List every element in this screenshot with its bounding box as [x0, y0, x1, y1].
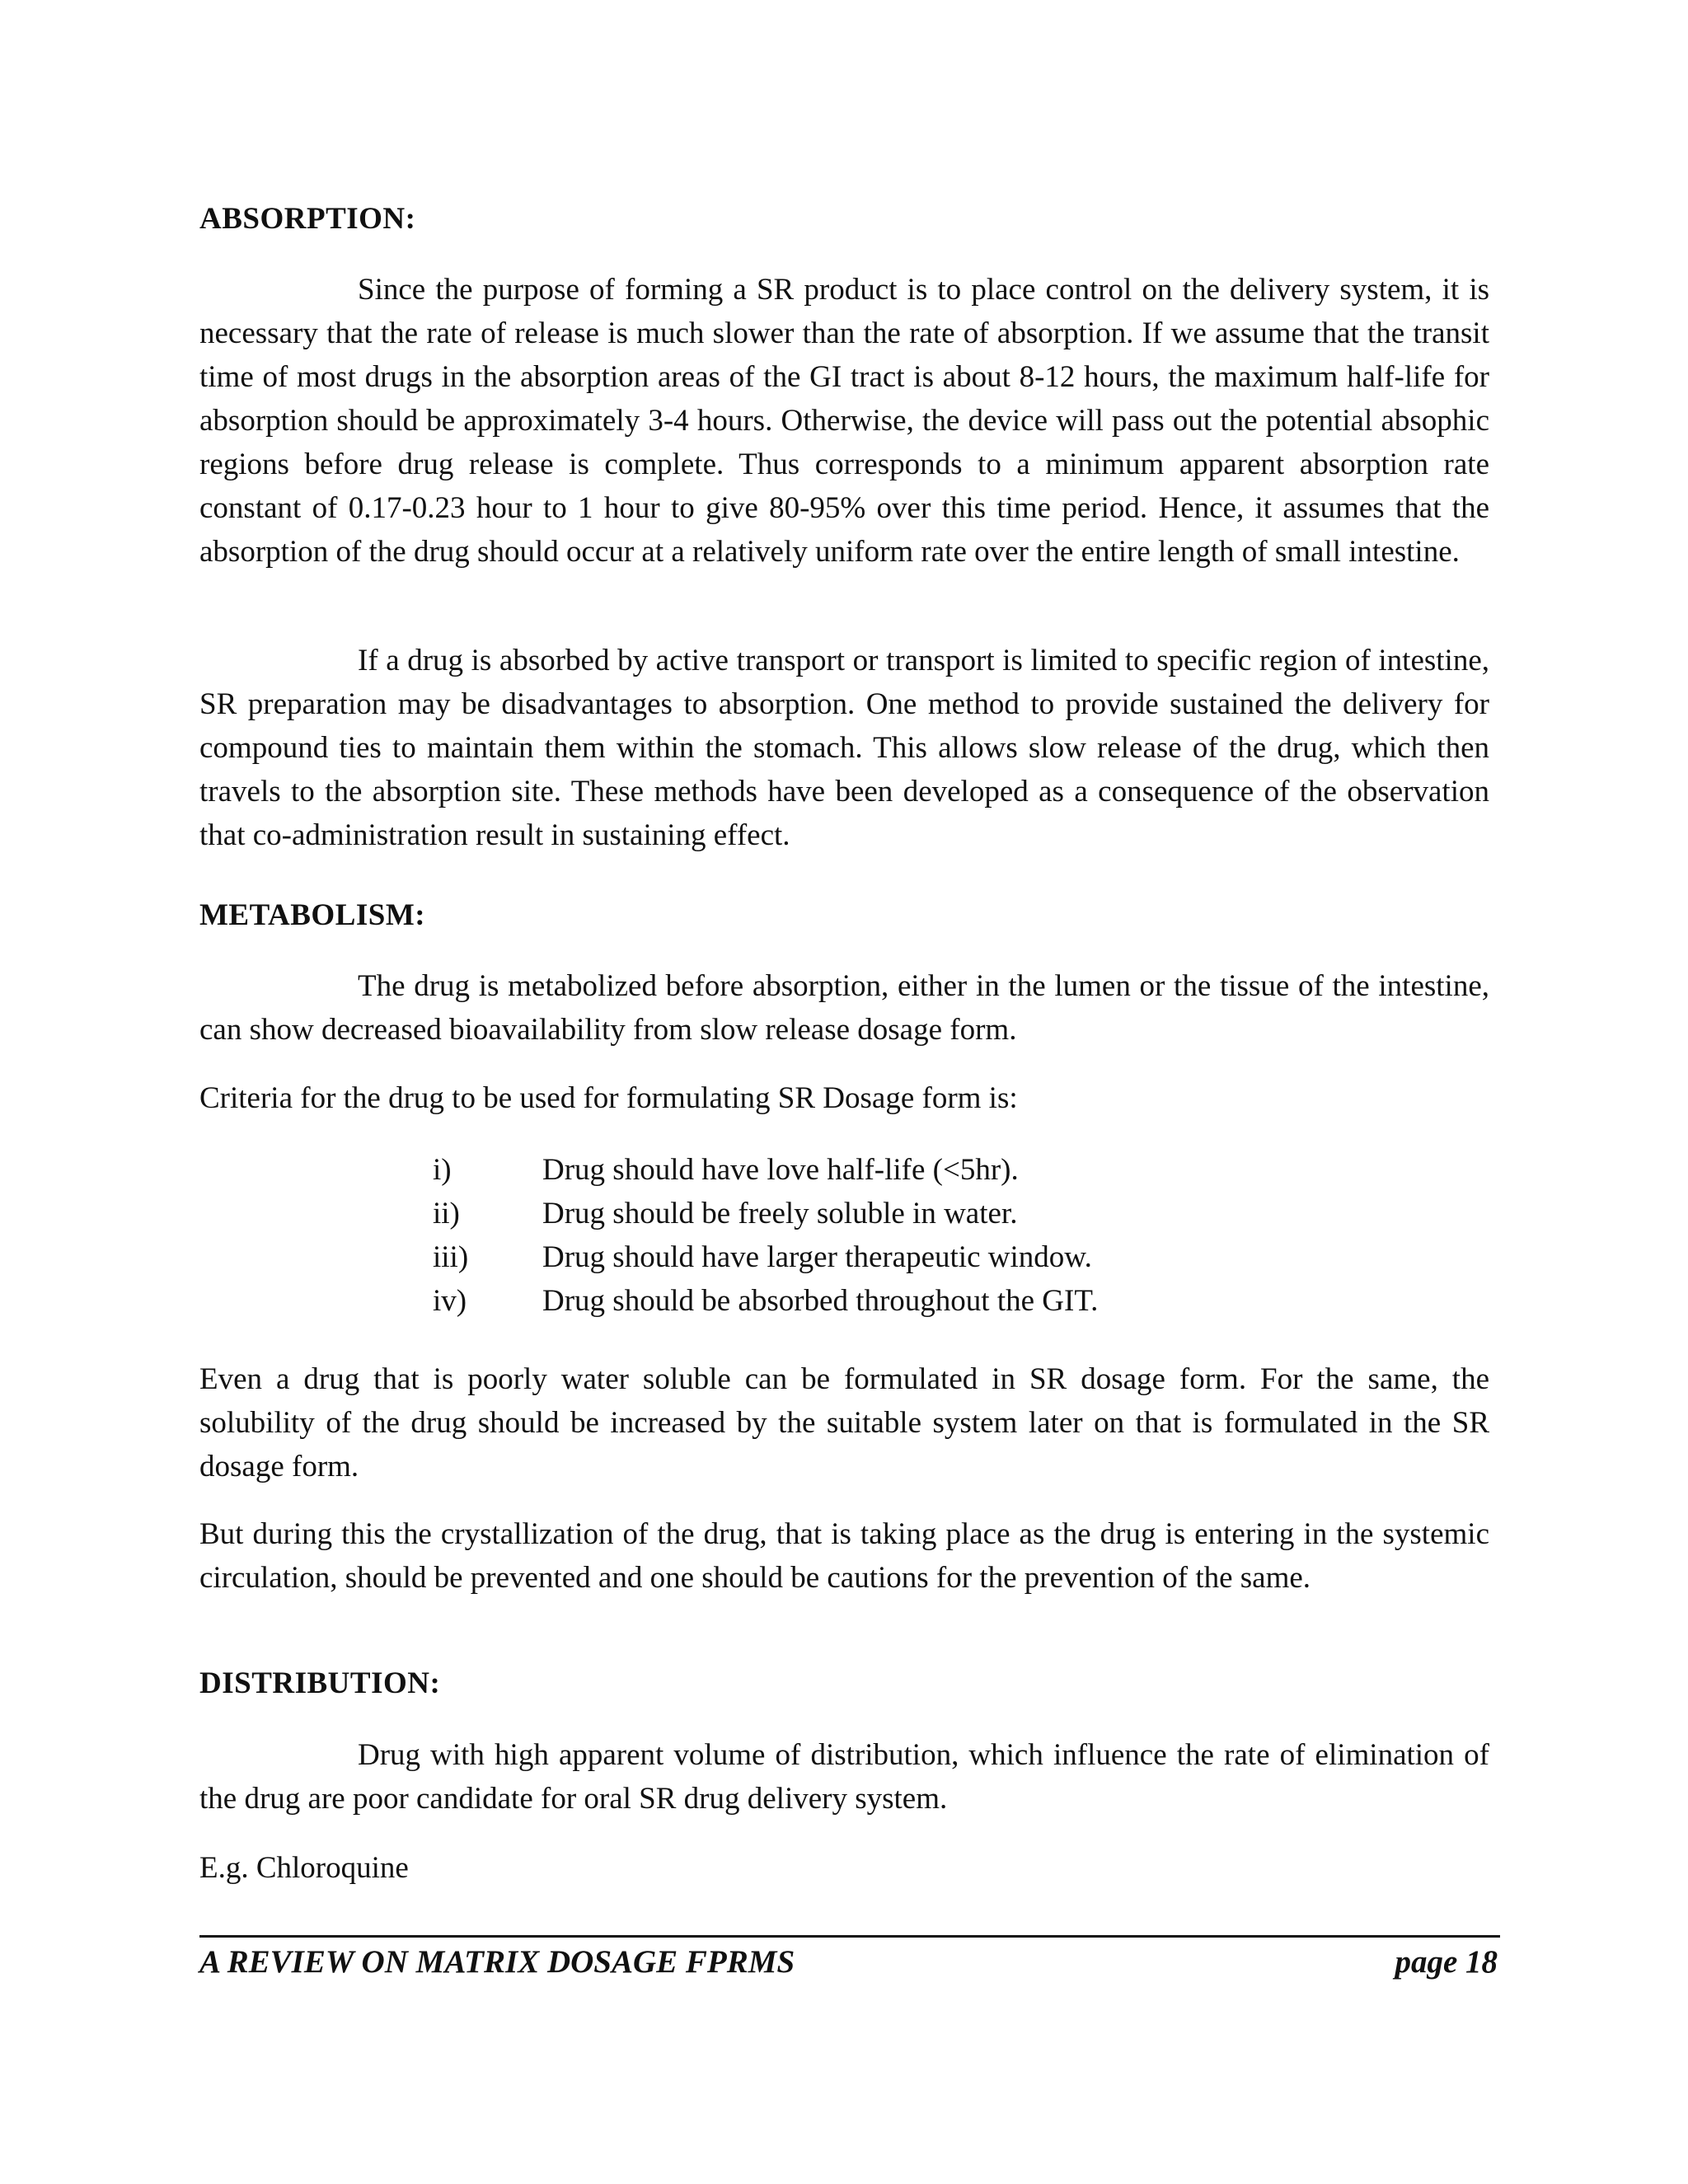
criteria-marker: i): [433, 1153, 452, 1187]
footer-rule: [199, 1935, 1500, 1938]
distribution-heading: DISTRIBUTION:: [199, 1666, 441, 1700]
criteria-item: [433, 1235, 1257, 1279]
criteria-text: Drug should have larger therapeutic window.: [542, 1240, 1092, 1274]
crystallization-paragraph: But during this the crystallization of the drug, that is taking place as the drug is entering in the systemic circulation, should be prevented and one should be cautions for the prevention of the same.: [199, 1517, 1489, 1595]
criteria-intro: Criteria for the drug to be used for formulating SR Dosage form is:: [199, 1081, 1018, 1115]
criteria-marker: ii): [433, 1197, 460, 1230]
criteria-text: Drug should be freely soluble in water.: [542, 1197, 1018, 1230]
criteria-marker: iv): [433, 1284, 467, 1318]
criteria-item: [433, 1192, 1257, 1235]
criteria-list: [433, 1148, 1257, 1323]
metabolism-heading: METABOLISM:: [199, 898, 426, 932]
distribution-paragraph: Drug with high apparent volume of distribution, which influence the rate of elimination of the drug are poor candidate for oral SR drug delivery system.: [199, 1738, 1489, 1816]
page-number: page 18: [1395, 1944, 1498, 1980]
criteria-marker: iii): [433, 1240, 469, 1274]
absorption-paragraph-2: If a drug is absorbed by active transport or transport is limited to specific region of intestine, SR preparation may be disadvantages to absorption. One method to provide sustained the delivery for compound ties to maintain them within the stomach. This allows slow release of the drug, which then travels to the absorption site. These methods have been developed as a consequence of the observation that co-administration result in sustaining effect.: [199, 644, 1489, 852]
absorption-paragraph-1: Since the purpose of forming a SR product is to place control on the delivery system, it is necessary that the rate of release is much slower than the rate of absorption. If we assume that the transit time of most drugs in the absorption areas of the GI tract is about 8-12 hours, the maximum half-life for absorption should be approximately 3-4 hours. Otherwise, the device will pass out the potential absophic regions before drug release is complete. Thus corresponds to a minimum apparent absorption rate constant of 0.17-0.23 hour to 1 hour to give 80-95% over this time period. Hence, it assumes that the absorption of the drug should occur at a relatively uniform rate over the entire length of small intestine.: [199, 273, 1489, 569]
metabolism-paragraph: The drug is metabolized before absorption, either in the lumen or the tissue of the intestine, can show decreased bioavailability from slow release dosage form.: [199, 969, 1489, 1047]
solubility-paragraph: Even a drug that is poorly water soluble can be formulated in SR dosage form. For the same, the solubility of the drug should be increased by the suitable system later on that is formulated in the SR dosage form.: [199, 1362, 1489, 1483]
criteria-item: [433, 1148, 1257, 1192]
absorption-heading: ABSORPTION:: [199, 202, 416, 236]
footer-title: A REVIEW ON MATRIX DOSAGE FPRMS: [199, 1944, 795, 1980]
distribution-example: E.g. Chloroquine: [199, 1851, 409, 1885]
criteria-item: [433, 1279, 1257, 1323]
criteria-text: Drug should be absorbed throughout the GIT.: [542, 1284, 1099, 1318]
criteria-text: Drug should have love half-life (<5hr).: [542, 1153, 1019, 1187]
